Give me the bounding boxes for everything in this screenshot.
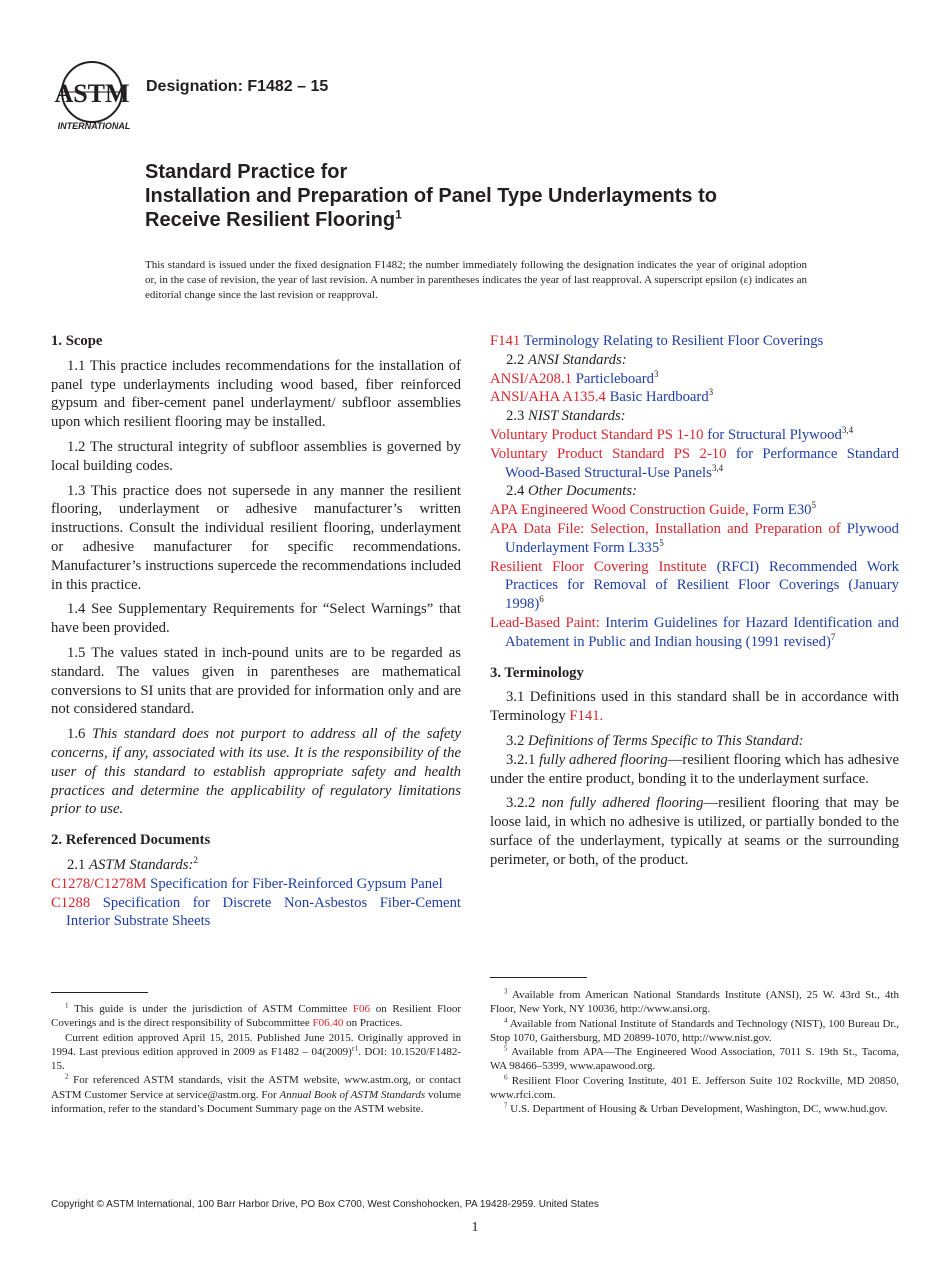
reference-code-link[interactable]: Voluntary Product Standard PS 1-10 <box>490 426 704 443</box>
footnote <box>51 1073 461 1116</box>
scope-paragraph: 1.3 This practice does not supersede in any manner the resilient flooring, underlayment or adhesive manufacturer’s written instructions. Consult the individual resilient flooring, underlayment or adhesive manufacturer for specific recommendations. Manufacturer’s instructions supercede the recommendations included in this practice. <box>51 482 461 593</box>
footnote-mark: 5 <box>504 1044 508 1053</box>
safety-text: This standard does not purport to address all of the safety concerns, if any, associated with its use. It is the responsibility of the user of this standard to establish appropriate safety and health practices and determine the applicability of regulatory limitations prior to use. <box>51 726 461 818</box>
reference-title-link[interactable]: for Performance Standard Wood-Based Structural-Use Panels <box>505 445 899 481</box>
reference-code-link[interactable]: APA Engineered Wood Construction Guide, <box>490 502 749 519</box>
footnote-text: volume information, refer to the standard’s Document Summary page on the ASTM website. <box>51 1088 462 1116</box>
definition-paragraph <box>490 751 899 789</box>
paragraph-number: 3.2.2 <box>506 795 536 812</box>
reference-title-link[interactable]: Particleboard <box>575 370 654 387</box>
reference-item[interactable] <box>51 875 461 894</box>
scope-paragraph: 1.4 See Supplementary Requirements for “Select Warnings” that have been provided. <box>51 601 461 637</box>
reference-code-link[interactable]: ANSI/AHA A135.4 <box>490 389 606 406</box>
footnote-mark: 4 <box>504 1015 508 1024</box>
reference-code-link[interactable]: C1288 <box>51 894 91 911</box>
right-column <box>490 332 899 870</box>
reference-code-link[interactable]: APA Data File: Selection, Installation and Preparation of <box>490 520 841 537</box>
footnote-text: U.S. Department of Housing & Urban Development, Washington, DC, www.hud.gov. <box>510 1103 888 1116</box>
footnote-mark: 6 <box>504 1073 508 1082</box>
paragraph-number: 2.1 <box>67 856 86 873</box>
footnote-text: For referenced ASTM standards, visit the ASTM website, www.astm.org, or contact ASTM Customer Service at service@astm.org. For <box>51 1074 461 1101</box>
committee-link[interactable]: F06 <box>352 1003 371 1015</box>
footnote-mark[interactable]: 3,4 <box>841 425 854 436</box>
footnote <box>490 1017 899 1046</box>
reference-code-link[interactable]: Lead-Based Paint: <box>490 614 600 631</box>
footnote-mark[interactable]: 2 <box>193 855 198 866</box>
paragraph-number: 1.6 <box>67 726 86 743</box>
title-line-1: Standard Practice for <box>145 161 348 183</box>
scope-paragraph: 1.2 The structural integrity of subfloor assemblies is governed by local building codes. <box>51 438 461 474</box>
footnote-mark[interactable]: 5 <box>811 500 817 511</box>
footnotes-left <box>51 1002 461 1116</box>
paragraph-number: 2.2 <box>506 351 525 368</box>
logo-subtext: INTERNATIONAL <box>57 121 131 131</box>
terminology-paragraph <box>490 732 899 751</box>
scope-paragraph: 1.1 This practice includes recommendations for the installation of panel type underlayments including wood based, fiber reinforced gypsum and fiber-cement panel underlayment/ subfloor assemblies upon which resilient flooring may be installed. <box>51 357 461 431</box>
footnote <box>490 1045 899 1074</box>
paragraph-number: 2.4 <box>506 483 525 500</box>
title-line-2: Installation and Preparation of Panel Type Underlayments to <box>145 185 717 207</box>
section-heading-scope: 1. Scope <box>51 333 103 349</box>
reference-code-link[interactable]: Resilient Floor Covering Institute <box>490 558 707 575</box>
reference-item[interactable] <box>490 614 899 652</box>
defined-term: fully adhered flooring <box>539 751 668 768</box>
label-text: ASTM Standards: <box>89 856 194 873</box>
title-line-3-text: Receive Resilient Flooring <box>145 209 396 231</box>
paragraph-number: 3.2 <box>506 732 525 749</box>
footnotes-right <box>490 988 899 1117</box>
section-heading-terminology: 3. Terminology <box>490 664 584 681</box>
logo-text: ASTM <box>54 79 130 108</box>
reference-item[interactable] <box>490 501 899 520</box>
reference-title-link[interactable]: Plywood Underlayment Form L335 <box>505 520 899 556</box>
footnote-text: Available from National Institute of Standards and Technology (NIST), 100 Bureau Dr., Stop 1070, Gaithersburg, MD 20899-1070, http://www.nist.gov. <box>490 1017 899 1044</box>
reference-title-link[interactable]: Specification for Discrete Non-Asbestos Fiber-Cement Interior Substrate Sheets <box>66 894 462 930</box>
footnote-text: This guide is under the jurisdiction of ASTM Committee <box>73 1003 348 1015</box>
footnote <box>51 1031 461 1074</box>
designation: Designation: F1482 – 15 <box>146 78 329 95</box>
nist-standards-label <box>490 407 899 426</box>
reference-title-link[interactable]: Basic Hardboard <box>609 389 709 406</box>
footnote <box>51 1002 461 1031</box>
footnote-mark[interactable]: 3 <box>654 368 659 379</box>
terminology-paragraph <box>490 688 899 726</box>
footnote-text: Available from American National Standards Institute (ANSI), 25 W. 43rd St., 4th Floor, New York, NY 10036, http://www.ansi.org. <box>490 989 899 1016</box>
footnote-mark[interactable]: 5 <box>659 537 664 548</box>
reference-item[interactable] <box>490 445 899 483</box>
footnote-text: Resilient Floor Covering Institute, 401 E. Jefferson Suite 102 Rockville, MD 20850, www.rfci.com. <box>490 1074 899 1102</box>
footnote-mark[interactable]: 6 <box>539 594 544 605</box>
page-number: 1 <box>471 1220 479 1235</box>
paragraph-text: 3.1 Definitions used in this standard shall be in accordance with Terminology <box>490 689 899 725</box>
reference-title-link[interactable]: Specification for Fiber-Reinforced Gypsum Panel <box>150 875 443 892</box>
document-title <box>145 160 865 232</box>
footnote <box>490 1074 899 1103</box>
epsilon-mark: ε1 <box>351 1044 359 1053</box>
footnote-mark: 7 <box>504 1101 508 1110</box>
reference-item[interactable] <box>490 370 899 389</box>
subcommittee-link[interactable]: F06.40 <box>312 1017 344 1030</box>
reference-item[interactable] <box>490 332 899 351</box>
title-footnote-mark[interactable]: 1 <box>395 207 402 222</box>
paragraph-number: 2.3 <box>506 408 525 425</box>
footnote <box>490 988 899 1017</box>
ansi-standards-label <box>490 351 899 370</box>
astm-logo <box>52 58 136 132</box>
footnote-text: Available from APA—The Engineered Wood Association, 7011 S. 19th St., Tacoma, WA 98466–5399, www.apawood.org. <box>490 1046 899 1073</box>
footnote-divider <box>490 977 587 978</box>
label-text: ANSI Standards: <box>528 351 627 368</box>
other-documents-label <box>490 482 899 501</box>
title-line-3 <box>145 208 865 232</box>
terminology-link[interactable]: F141. <box>569 708 604 725</box>
reference-title-link[interactable]: Terminology Relating to Resilient Floor Coverings <box>523 333 824 349</box>
reference-item[interactable] <box>490 520 899 558</box>
section-heading-referenced-documents: 2. Referenced Documents <box>51 832 211 849</box>
footnote-divider <box>51 992 148 993</box>
reference-item[interactable] <box>490 558 899 614</box>
reference-code-link[interactable]: ANSI/A208.1 <box>490 370 573 387</box>
footnote-text: Current edition approved April 15, 2015. Published June 2015. Originally approved in 1994. Last previous edition approved in 2009 as F1482 – 04(2009) <box>51 1031 461 1058</box>
label-text: NIST Standards: <box>528 408 626 425</box>
reference-item[interactable] <box>490 388 899 407</box>
reference-code-link[interactable]: F141 <box>490 333 521 349</box>
left-column <box>51 332 461 931</box>
label-text: Definitions of Terms Specific to This Standard: <box>528 732 804 749</box>
copyright-notice: Copyright © ASTM International, 100 Barr Harbor Drive, PO Box C700, West Conshohocken, PA 19428-2959. United States <box>51 1199 599 1210</box>
definition-paragraph <box>490 794 899 869</box>
reference-title-link[interactable]: for Structural Plywood <box>707 426 842 443</box>
footnote-text: on Resilient Floor Coverings and is the direct responsibility of Subcommittee <box>51 1003 461 1030</box>
footnote-italic: Annual Book of ASTM Standards <box>279 1088 426 1101</box>
definition-text: —resilient flooring that may be loose laid, in which no adhesive is utilized, or partially bonded to the surface of the underlayment, typically at seams or the surrounding perimeter, or both, of the product. <box>490 795 899 868</box>
safety-statement <box>51 725 461 819</box>
defined-term: non fully adhered flooring <box>541 795 704 812</box>
reference-title-link[interactable]: Interim Guidelines for Hazard Identification and Abatement in Public and Indian housing (1991 revised) <box>505 614 900 650</box>
reference-code-link[interactable]: Voluntary Product Standard PS 2-10 <box>490 445 727 462</box>
footnote-text: . DOI: 10.1520/F1482-15. <box>51 1045 461 1073</box>
reference-title-link[interactable]: (RFCI) Recommended Work Practices for Removal of Resilient Floor Coverings (January 1998) <box>505 558 899 613</box>
footnote-mark: 3 <box>504 987 508 996</box>
paragraph-number: 3.2.1 <box>506 751 536 768</box>
footnote-mark: 2 <box>65 1072 69 1081</box>
footnote-mark[interactable]: 3 <box>708 387 714 398</box>
reference-code-link[interactable]: C1278/C1278M <box>51 875 147 892</box>
definition-text: —resilient flooring which has adhesive under the entire product, bonding it to the underlayment surface. <box>490 751 899 787</box>
preamble: This standard is issued under the fixed designation F1482; the number immediately following the designation indicates the year of original adoption or, in the case of revision, the year of last revision. A number in parentheses indicates the year of last reapproval. A superscript epsilon (ε) indicates an editorial change since the last revision or reapproval. <box>145 259 807 301</box>
scope-paragraph: 1.5 The values stated in inch-pound units are to be regarded as standard. The values given in parentheses are mathematical conversions to SI units that are provided for information only and are not considered standard. <box>51 644 461 718</box>
footnote <box>490 1102 899 1116</box>
astm-standards-label <box>51 856 461 875</box>
footnote-mark[interactable]: 7 <box>830 631 836 642</box>
footnote-text: on Practices. <box>346 1017 403 1030</box>
reference-item[interactable] <box>490 426 899 445</box>
label-text: Other Documents: <box>528 483 637 500</box>
reference-title-link[interactable]: Form E30 <box>752 502 812 519</box>
reference-item[interactable] <box>51 894 461 932</box>
footnote-mark[interactable]: 3,4 <box>711 462 724 473</box>
footnote-mark: 1 <box>65 1001 69 1010</box>
